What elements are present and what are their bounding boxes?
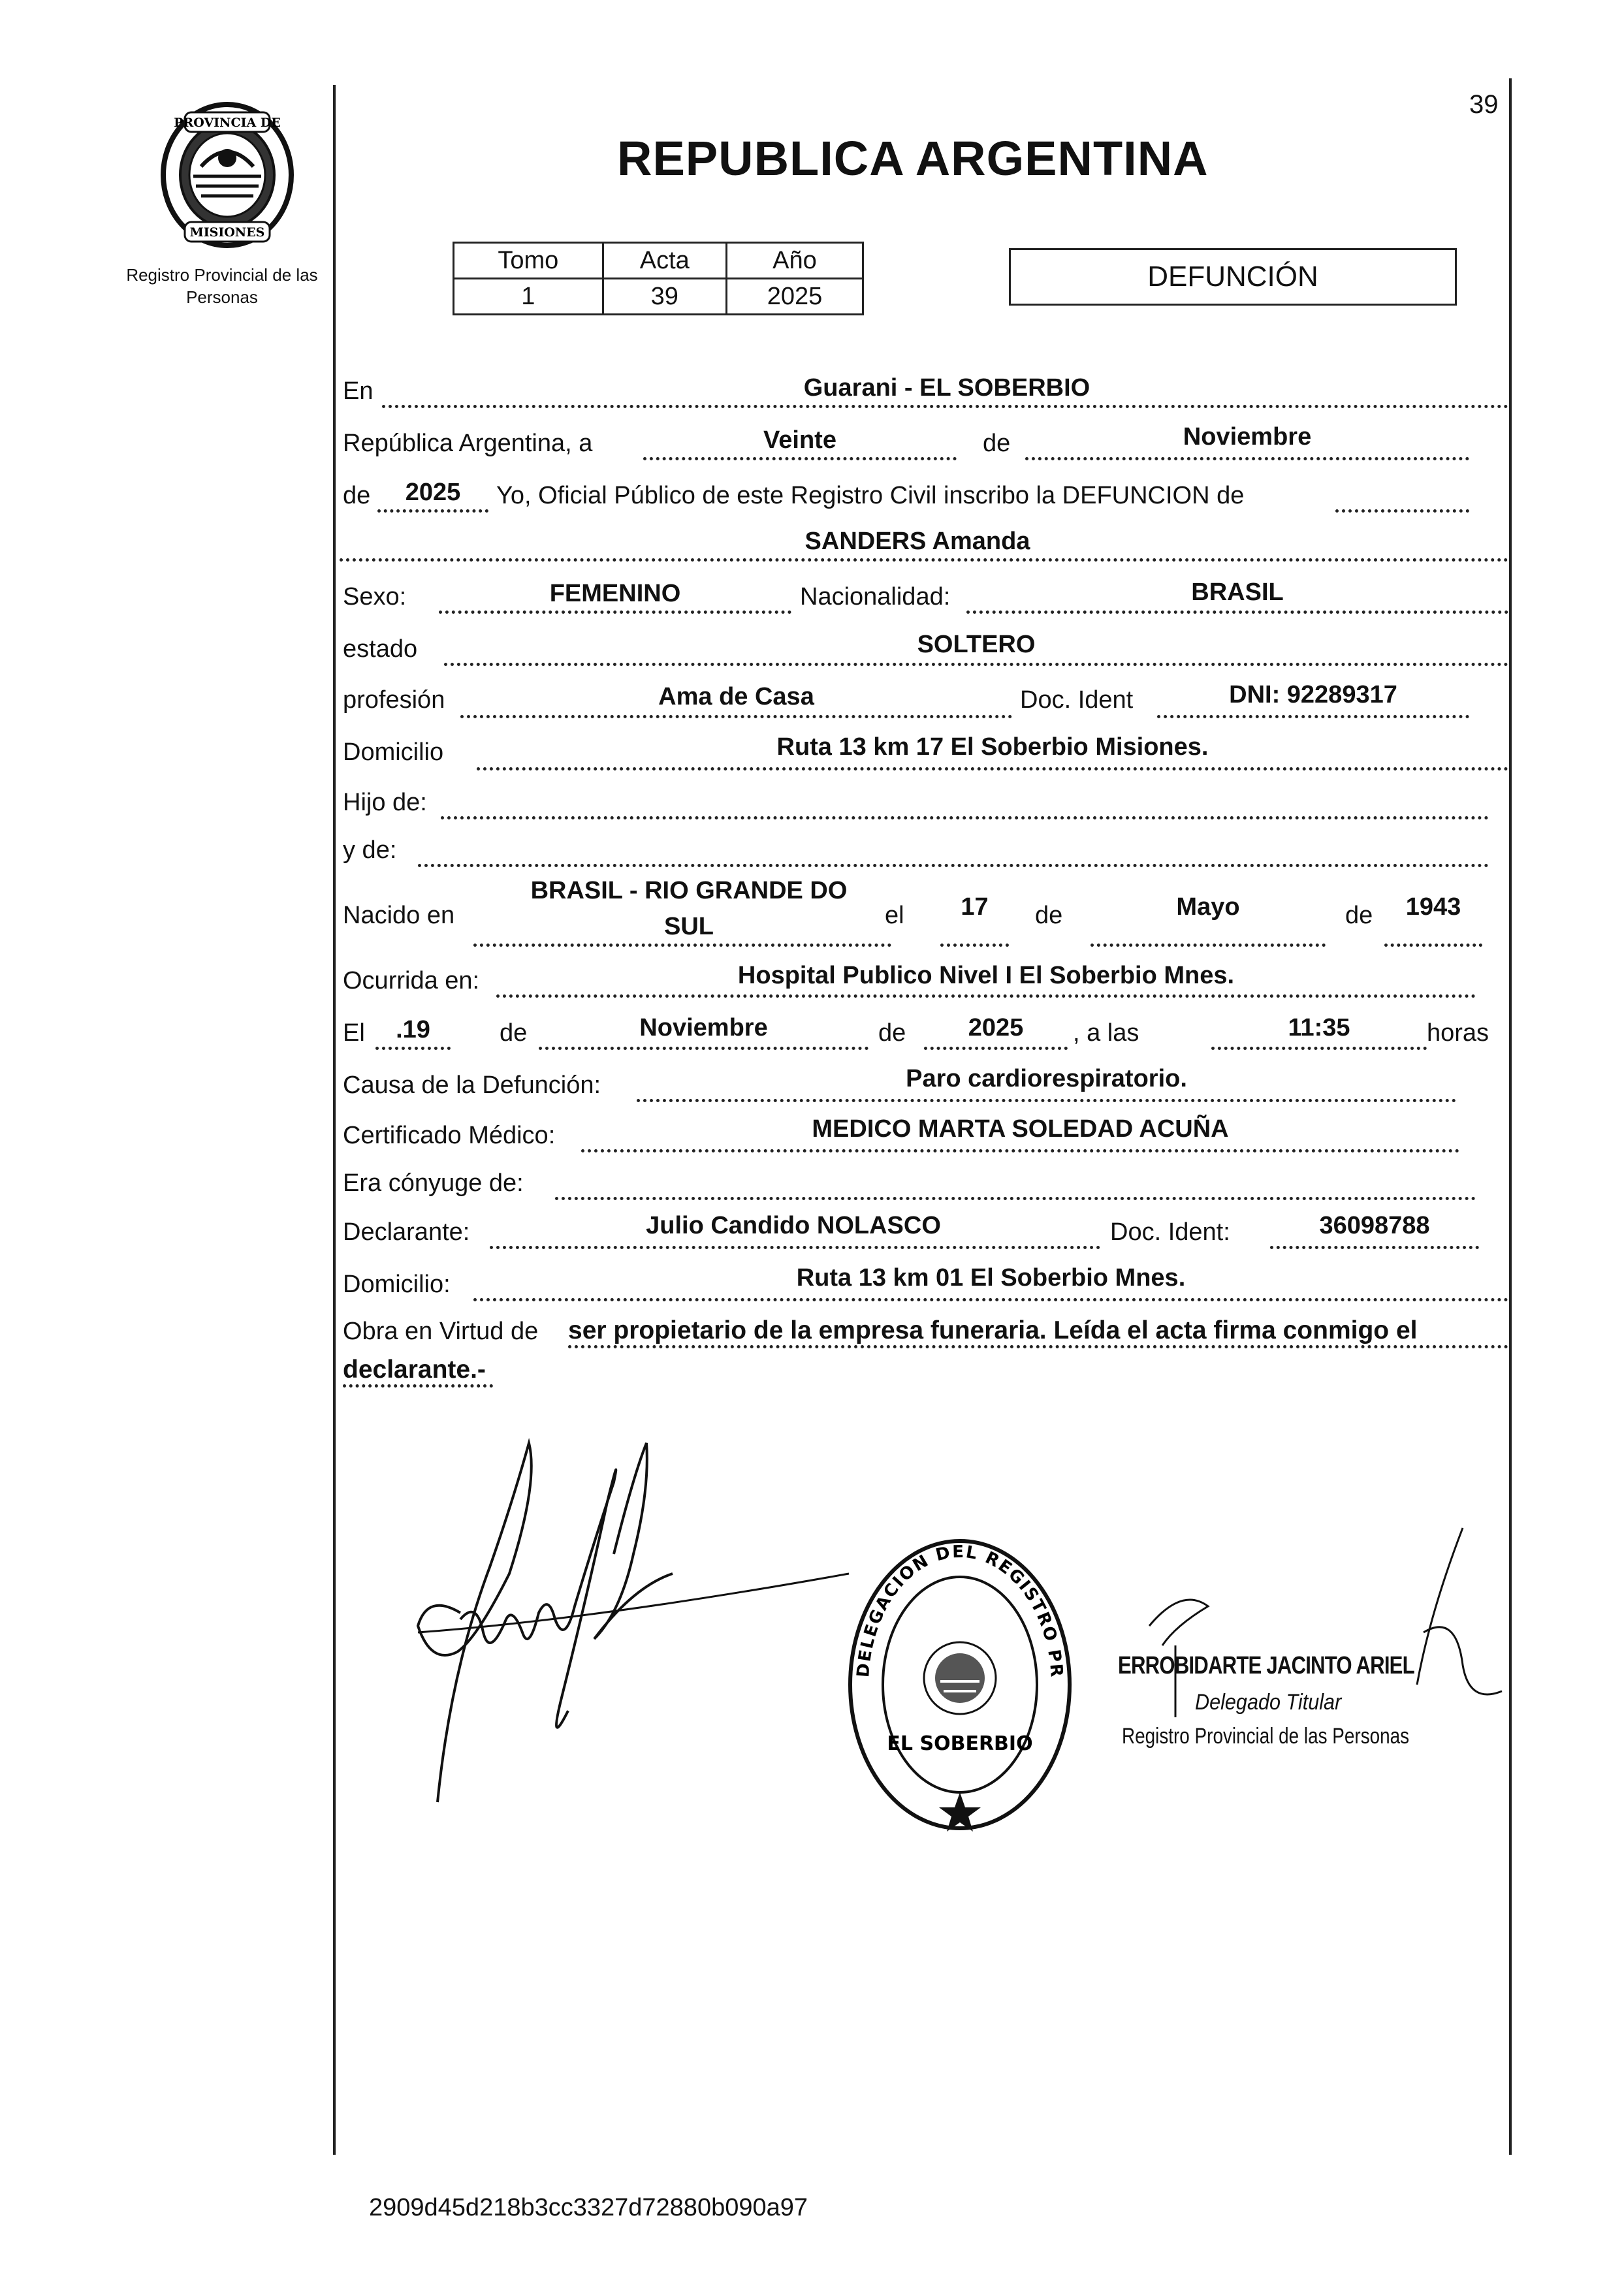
svg-text:MISIONES: MISIONES: [189, 225, 265, 240]
obra-line-1: [568, 1345, 1508, 1348]
death-de2: de: [878, 1019, 906, 1047]
en-label: En: [343, 377, 374, 405]
page-number: 39: [1469, 90, 1499, 119]
death-day-line: [375, 1047, 451, 1050]
anio-value: 2025: [726, 279, 863, 315]
doc-label: Doc. Ident: [1020, 686, 1134, 714]
republica-label: República Argentina, a: [343, 430, 593, 457]
doc2-label: Doc. Ident:: [1110, 1218, 1230, 1246]
official-stamp: [842, 1534, 1077, 1835]
obra-line-2: [343, 1384, 493, 1388]
domicilio-line: [477, 767, 1508, 770]
sexo-value: FEMENINO: [549, 580, 681, 607]
domicilio-value: Ruta 13 km 17 El Soberbio Misiones.: [776, 733, 1209, 761]
estado-label: estado: [343, 635, 418, 663]
en-value: Guarani - EL SOBERBIO: [803, 374, 1091, 402]
nacido-value-2: SUL: [664, 913, 714, 940]
causa-line: [637, 1099, 1456, 1102]
death-de1: de: [500, 1019, 528, 1047]
official-office: Registro Provincial de las Personas: [1122, 1724, 1410, 1749]
el2-label: El: [343, 1019, 365, 1047]
conyuge-label: Era cónyuge de:: [343, 1169, 524, 1197]
death-time: 11:35: [1288, 1014, 1350, 1041]
death-year-line: [924, 1047, 1068, 1050]
en-line: [382, 405, 1508, 408]
estado-value: SOLTERO: [917, 631, 1036, 658]
declarante-value: Julio Candido NOLASCO: [646, 1212, 941, 1239]
official-text: Yo, Oficial Público de este Registro Civil inscribo la DEFUNCION de: [496, 482, 1245, 509]
official-title: Delegado Titular: [1195, 1690, 1342, 1715]
domicilio2-label: Domicilio:: [343, 1271, 451, 1298]
record-type-box: DEFUNCIÓN: [1009, 248, 1457, 306]
doc2-value: 36098788: [1319, 1212, 1430, 1239]
official-name: ERROBIDARTE JACINTO ARIEL: [1118, 1652, 1414, 1679]
birth-year: 1943: [1405, 893, 1461, 921]
horas-label: horas: [1427, 1019, 1489, 1047]
anio-header: Año: [726, 243, 863, 279]
record-table-value-row: [454, 279, 863, 315]
birth-day: 17: [961, 893, 989, 921]
page-title: REPUBLICA ARGENTINA: [617, 131, 1209, 185]
ocurrida-value: Hospital Publico Nivel I El Soberbio Mnes.: [737, 962, 1235, 989]
declarante-line: [490, 1246, 1100, 1249]
svg-text:EL SOBERBIO: EL SOBERBIO: [887, 1732, 1033, 1755]
nacido-line: [473, 944, 891, 947]
nacionalidad-value: BRASIL: [1191, 579, 1284, 606]
doc2-line: [1270, 1246, 1479, 1249]
year-line: [377, 509, 488, 513]
certificado-label: Certificado Médico:: [343, 1122, 556, 1149]
official-line: [1335, 509, 1469, 513]
nacido-label: Nacido en: [343, 902, 455, 929]
birth-month-line: [1091, 944, 1326, 947]
doc-value: DNI: 92289317: [1229, 681, 1397, 708]
domicilio2-line: [473, 1298, 1508, 1301]
day-line: [643, 457, 957, 460]
obra-value-2: declarante.-: [343, 1356, 486, 1384]
sexo-label: Sexo:: [343, 583, 407, 611]
death-month-line: [539, 1047, 868, 1050]
death-day: .19: [396, 1016, 430, 1043]
death-month: Noviembre: [639, 1014, 768, 1041]
certificado-value: MEDICO MARTA SOLEDAD ACUÑA: [812, 1115, 1229, 1143]
domicilio-label: Domicilio: [343, 738, 444, 766]
birth-year-line: [1384, 944, 1482, 947]
month-line: [1025, 457, 1469, 460]
svg-text:PROVINCIA DE: PROVINCIA DE: [174, 116, 281, 130]
nacionalidad-line: [966, 611, 1508, 614]
estado-line: [444, 663, 1508, 666]
causa-label: Causa de la Defunción:: [343, 1072, 601, 1099]
day-value: Veinte: [763, 426, 836, 454]
province-seal-logo: [155, 98, 299, 255]
declarant-signature: [398, 1423, 855, 1828]
acta-header: Acta: [603, 243, 726, 279]
month-value: Noviembre: [1183, 423, 1312, 451]
tomo-value: 1: [454, 279, 603, 315]
death-year: 2025: [968, 1014, 1024, 1041]
profesion-label: profesión: [343, 686, 445, 714]
doc-line: [1157, 715, 1469, 718]
el-label: el: [885, 902, 904, 929]
ocurrida-line: [496, 994, 1476, 998]
obra-label: Obra en Virtud de: [343, 1318, 539, 1345]
record-table: [453, 242, 864, 315]
profesion-line: [460, 715, 1012, 718]
year-value: 2025: [405, 479, 461, 506]
birth-de2: de: [1345, 902, 1373, 929]
nacido-value-1: BRASIL - RIO GRANDE DO: [530, 877, 848, 904]
left-margin-line: [333, 85, 336, 2155]
deceased-name: SANDERS Amanda: [804, 528, 1030, 555]
birth-de1: de: [1035, 902, 1063, 929]
document-hash: 2909d45d218b3cc3327d72880b090a97: [369, 2194, 808, 2221]
birth-day-line: [940, 944, 1009, 947]
hijo-label: Hijo de:: [343, 789, 427, 816]
year-prefix: de: [343, 482, 371, 509]
declarante-label: Declarante:: [343, 1218, 470, 1246]
death-time-line: [1211, 1047, 1427, 1050]
registry-label: Registro Provincial de las Personas: [126, 265, 318, 307]
alas-label: , a las: [1073, 1019, 1139, 1047]
right-margin-line: [1509, 78, 1512, 2155]
svg-text:DELEGACION DEL REGISTRO PROVIN: DELEGACION DEL REGISTRO PR: [853, 1542, 1066, 1679]
hijo-line: [441, 816, 1489, 819]
birth-month: Mayo: [1176, 893, 1240, 921]
yde-line: [418, 864, 1489, 867]
obra-value-1: ser propietario de la empresa funeraria. Leída el acta firma conmigo el: [568, 1316, 1418, 1344]
domicilio2-value: Ruta 13 km 01 El Soberbio Mnes.: [796, 1264, 1186, 1292]
nacionalidad-label: Nacionalidad:: [800, 583, 951, 611]
de-label: de: [983, 430, 1011, 457]
record-table-header-row: [454, 243, 863, 279]
acta-value: 39: [603, 279, 726, 315]
conyuge-line: [555, 1197, 1476, 1200]
tomo-header: Tomo: [454, 243, 603, 279]
certificado-line: [581, 1149, 1459, 1152]
sexo-line: [439, 611, 791, 614]
name-line: [340, 558, 1508, 562]
causa-value: Paro cardiorespiratorio.: [906, 1065, 1187, 1092]
profesion-value: Ama de Casa: [658, 683, 814, 710]
yde-label: y de:: [343, 836, 397, 864]
ocurrida-label: Ocurrida en:: [343, 967, 480, 994]
